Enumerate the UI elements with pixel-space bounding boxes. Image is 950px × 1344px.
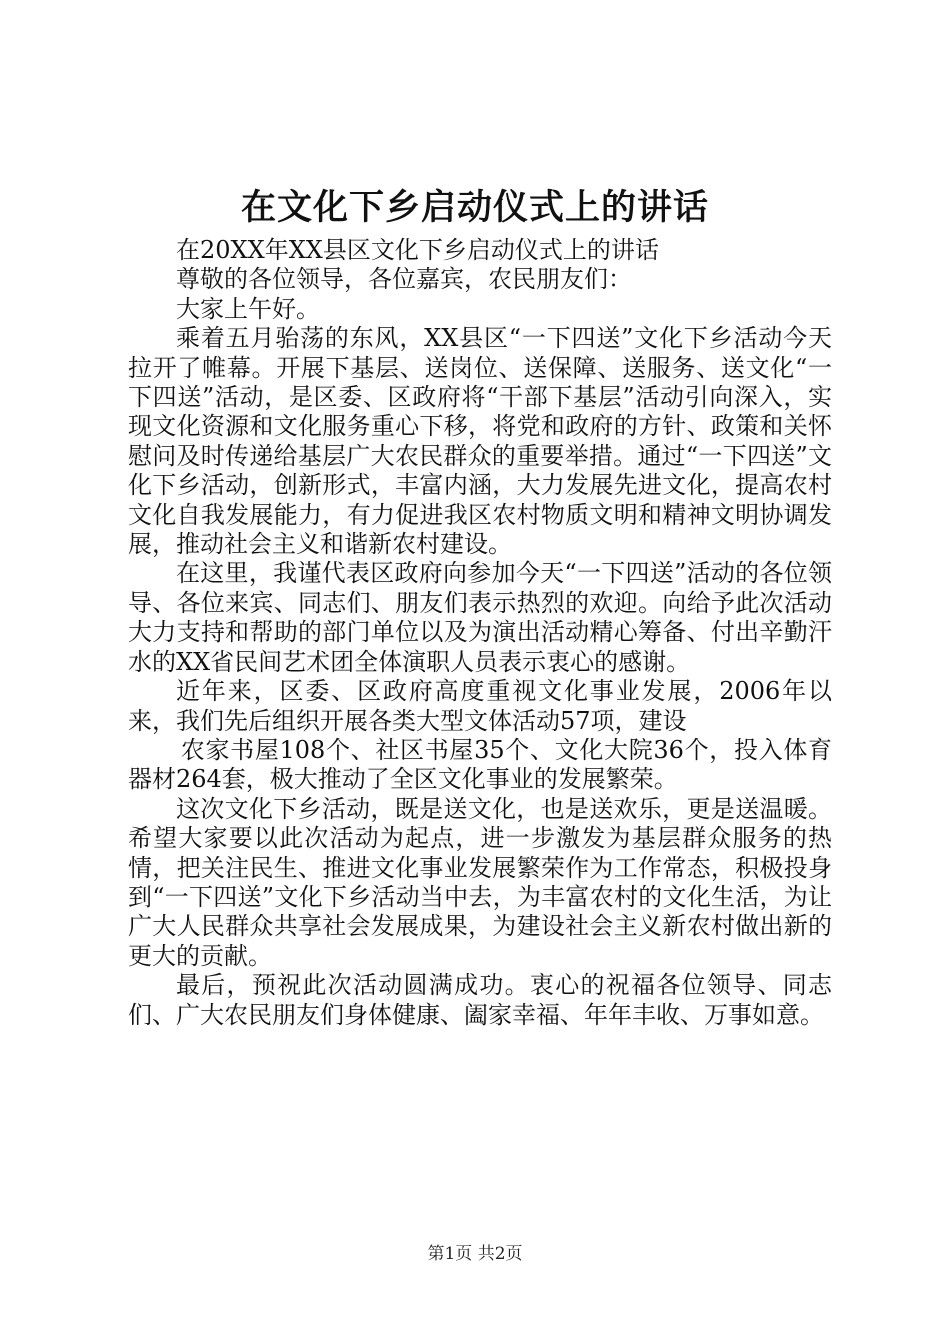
paragraph-achievements: 近年来，区委、区政府高度重视文化事业发展，2006年以来，我们先后组织开展各类大型文体活动57项，建设 [128, 677, 832, 735]
paragraph-closing: 最后，预祝此次活动圆满成功。衷心的祝福各位领导、同志们、广大农民朋友们身体健康、阖家幸福、年年丰收、万事如意。 [128, 971, 832, 1029]
document-title: 在文化下乡启动仪式上的讲话 [240, 187, 709, 228]
page-footer: 第1页 共2页 [427, 1244, 523, 1264]
paragraph-welcome: 在这里，我谨代表区政府向参加今天“一下四送”活动的各位领导、各位来宾、同志们、朋友们表示热烈的欢迎。向给予此次活动大力支持和帮助的部门单位以及为演出活动精心筹备、付出辛勤汗水的XX省民间艺术团全体演职人员表示衷心的感谢。 [128, 559, 832, 676]
paragraph-subtitle: 在20XX年XX县区文化下乡启动仪式上的讲话 [176, 236, 659, 264]
paragraph-opening: 乘着五月骀荡的东风，XX县区“一下四送”文化下乡活动今天拉开了帷幕。开展下基层、送岗位、送保障、送服务、送文化“一下四送”活动，是区委、区政府将“干部下基层”活动引向深入，实现文化资源和文化服务重心下移，将党和政府的方针、政策和关怀慰问及时传递给基层广大农民群众的重要举措。通过“一下四送”文化下乡活动，创新形式，丰富内涵，大力发展先进文化，提高农村文化自我发展能力，有力促进我区农村物质文明和精神文明协调发展，推动社会主义和谐新农村建设。 [128, 324, 832, 559]
paragraph-hopes: 这次文化下乡活动，既是送文化，也是送欢乐，更是送温暖。希望大家要以此次活动为起点，进一步激发为基层群众服务的热情，把关注民生、推进文化事业发展繁荣作为工作常态，积极投身到“一下四送”文化下乡活动当中去，为丰富农村的文化生活，为让广大人民群众共享社会发展成果，为建设社会主义新农村做出新的更大的贡献。 [128, 794, 832, 970]
paragraph-greeting: 大家上午好。 [176, 294, 320, 323]
document-body [128, 236, 832, 1030]
paragraph-salutation: 尊敬的各位领导，各位嘉宾，农民朋友们： [176, 265, 632, 294]
paragraph-achievements-continued: 农家书屋108个、社区书屋35个、文化大院36个，投入体育器材264套，极大推动了全区文化事业的发展繁荣。 [128, 735, 832, 794]
